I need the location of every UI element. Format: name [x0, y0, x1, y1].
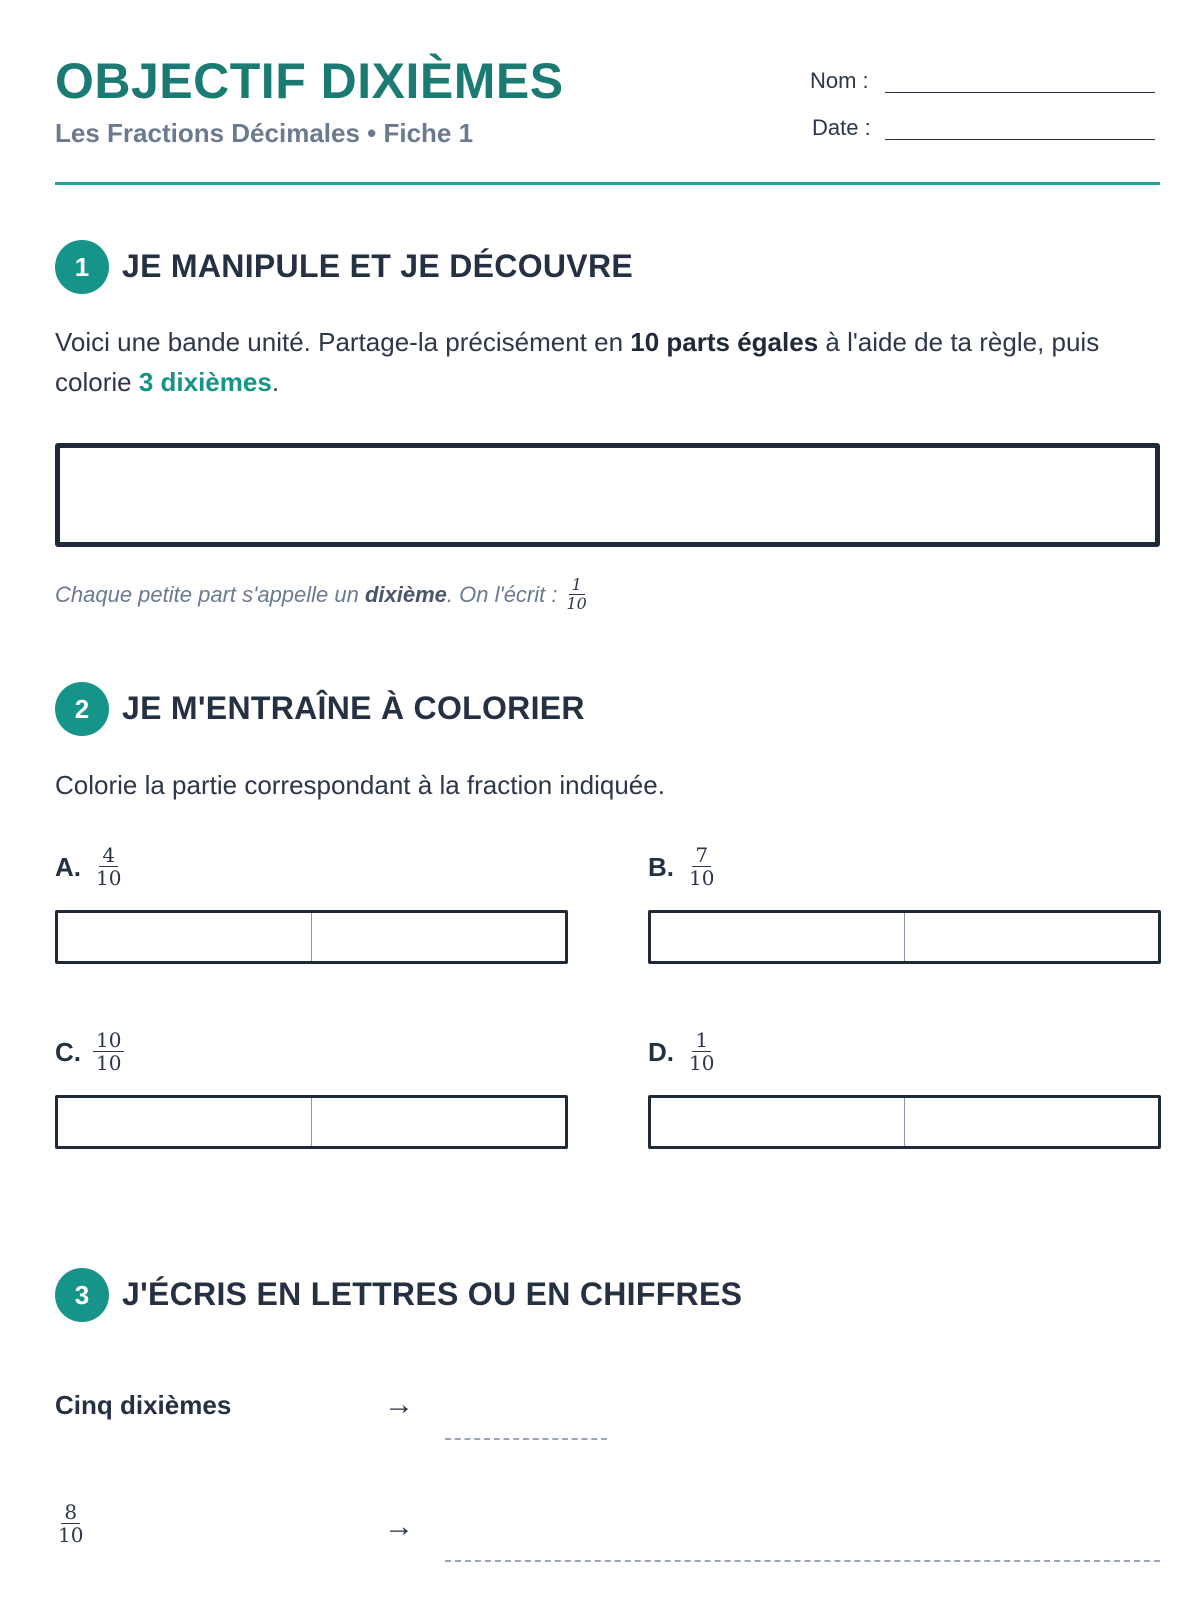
row-1-arrow-icon: →	[384, 1388, 414, 1421]
name-field[interactable]	[885, 92, 1155, 93]
section-2-title: JE M'ENTRAÎNE À COLORIER	[122, 690, 585, 726]
exercise-d-strip[interactable]	[648, 1095, 1161, 1149]
name-label: Nom :	[810, 68, 869, 93]
exercise-b-fraction: $\frac{7}{10}$	[689, 843, 715, 890]
exercise-d-label: D. $\frac{1}{10}$	[648, 1030, 717, 1074]
row-1-words-label: Cinq dixièmes	[55, 1390, 232, 1420]
exercise-b-strip[interactable]	[648, 910, 1161, 964]
exercise-d-fraction: $\frac{1}{10}$	[689, 1028, 715, 1075]
exercise-c-strip[interactable]	[55, 1095, 568, 1149]
section-2-instruction: Colorie la partie correspondant à la fraction indiquée.	[55, 770, 665, 800]
date-label: Date :	[812, 115, 871, 140]
date-field[interactable]	[885, 139, 1155, 140]
section-2-number-badge: 2	[55, 682, 109, 736]
header-divider	[55, 182, 1160, 185]
row-1-answer-line[interactable]	[445, 1438, 607, 1440]
section-1-title: JE MANIPULE ET JE DÉCOUVRE	[122, 248, 634, 284]
section-1-number-badge: 1	[55, 240, 109, 294]
page-title: OBJECTIF DIXIÈMES	[55, 53, 564, 109]
section-3-number-badge: 3	[55, 1268, 109, 1322]
exercise-a-fraction: $\frac{4}{10}$	[96, 843, 122, 890]
exercise-c-fraction: $\frac{10}{10}$	[93, 1030, 124, 1074]
exercise-a-label: A. $\frac{4}{10}$	[55, 845, 124, 889]
section-1-instruction: Voici une bande unité. Partage-la précisément en 10 parts égales à l'aide de ta règle, puis colorie 3 dixièmes.	[55, 327, 1100, 397]
row-2-answer-line[interactable]	[445, 1560, 1160, 1562]
page-subtitle: Les Fractions Décimales • Fiche 1	[55, 118, 474, 148]
row-2-arrow-icon: →	[384, 1510, 414, 1543]
exercise-b-label: B. $\frac{7}{10}$	[648, 845, 717, 889]
row-2-fraction-label: $\frac{8}{10}$	[58, 1500, 84, 1547]
note-fraction: $\frac{1}{10}$	[566, 575, 587, 613]
exercise-a-strip[interactable]	[55, 910, 568, 964]
section-3-title: J'ÉCRIS EN LETTRES OU EN CHIFFRES	[122, 1276, 743, 1312]
exercise-c-label: C. $\frac{10}{10}$	[55, 1030, 124, 1074]
tenth-definition-note: Chaque petite part s'appelle un dixième. On l'écrit : $\frac{1}{10}$	[55, 577, 590, 612]
unit-strip-to-divide[interactable]	[55, 443, 1160, 547]
